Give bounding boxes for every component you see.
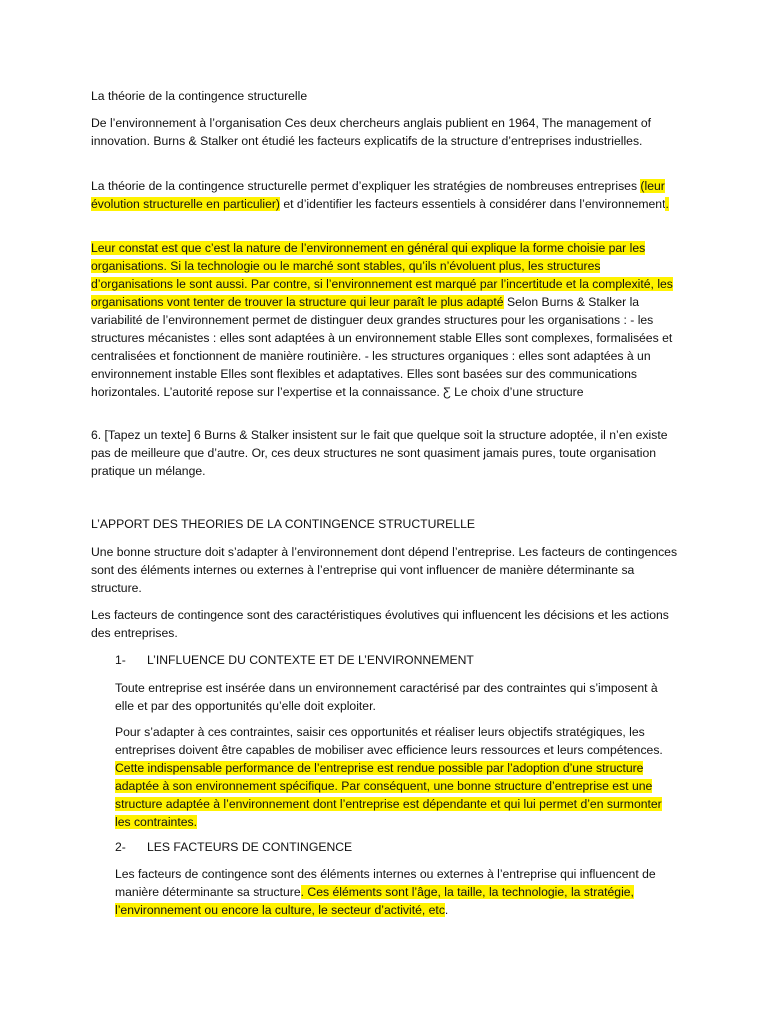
subsection-title-1: L’INFLUENCE DU CONTEXTE ET DE L’ENVIRONNEMENT [147,653,474,667]
paragraph-bonne-structure: Une bonne structure doit s’adapter à l’environnement dont dépend l’entreprise. Les facteurs de contingences sont des éléments internes ou externes à l’entreprise qui vont influencer de manière déterminante sa structure. [91,545,678,595]
paragraph-burns-stalker: Selon Burns & Stalker la variabilité de l’environnement permet de distinguer deux grandes structures pour les organisations : - les structures mécanistes : elles sont adaptées à un environnement stable Elles sont complexes, formalisées et centralisées et fonctionnent de manière routinière. - les structures organiques : elles sont adaptées à un environnement instable Elles sont flexibles et adaptatives. Elles sont basées sur des communications horizontales. L’autorité repose sur l’expertise et la connaissance. Ƹ Le choix d’une structure [91,295,673,399]
subsection-heading-1 [91,651,474,669]
highlight-period: . [665,197,669,211]
highlight-constat: Leur constat est que c’est la nature de l’environnement en général qui explique la forme choisie par les organisations. Si la technologie ou le marché sont stables, qu’ils n’évoluent plus, les structures d’organisations le sont aussi. Par contre, si l’environnement est marqué par l’incertitude et la complexité, les organisations vont tenter de trouver la structure qui leur paraît le plus adapté [91,241,673,309]
highlight-performance: Cette indispensable performance de l’entreprise est rendue possible par l’adoption d’une structure adaptée à son environnement spécifique. Par conséquent, une bonne structure d’entreprise est une structure adaptée à l’environnement dont l’entreprise est dépendante et qui lui permet d’en surmonter les contraintes. [115,761,662,829]
highlight-elements: Ces éléments sont l’âge, la taille, la technologie, la stratégie, l’environnement ou encore la culture, le secteur d’activité, etc [115,885,634,917]
document-title: La théorie de la contingence structurelle [91,89,308,103]
paragraph-contraintes: Toute entreprise est insérée dans un environnement caractérisé par des contraintes qui s’imposent à elle et par des opportunités qu’elle doit exploiter. [115,681,658,713]
subsection-title-2: LES FACTEURS DE CONTINGENCE [147,840,353,854]
section-heading: L’APPORT DES THEORIES DE LA CONTINGENCE STRUCTURELLE [91,517,475,531]
subsection-number-1: 1- [115,653,126,667]
paragraph-theory-text: La théorie de la contingence structurelle permet d’expliquer les stratégies de nombreuses entreprises [91,179,641,193]
subsection-heading-2 [91,838,352,856]
paragraph-tapez: 6. [Tapez un texte] 6 Burns & Stalker insistent sur le fait que quelque soit la structure adoptée, il n’en existe pas de meilleure que d’autre. Or, ces deux structures ne sont quasiment jamais pures, toute organisation pratique un mélange. [91,428,668,478]
subsection-number-2: 2- [115,840,126,854]
paragraph-adaptation [115,723,679,831]
highlight-dot: . [300,885,305,899]
paragraph-elements [115,865,679,919]
paragraph-facteurs: Les facteurs de contingence sont des caractéristiques évolutives qui influencent les décisions et les actions des entreprises. [91,608,669,640]
paragraph-adaptation-text: Pour s’adapter à ces contraintes, saisir ces opportunités et réaliser leurs objectifs stratégiques, les entreprises doivent être capables de mobiliser avec efficience leurs ressources et leurs compétences. [115,725,663,757]
paragraph-theory-text-2: et d’identifier les facteurs essentiels à considérer dans l’environnement [280,197,666,211]
paragraph-elements-end: . [444,903,449,917]
paragraph-constat [91,239,679,401]
highlight-evolution: (leur évolution structurelle en particulier) [91,179,665,211]
paragraph-intro: De l’environnement à l’organisation Ces deux chercheurs anglais publient en 1964, The management of innovation. Burns & Stalker ont étudié les facteurs explicatifs de la structure d’entreprises industrielles. [91,116,652,148]
paragraph-elements-text: Les facteurs de contingence sont des éléments internes ou externes à l’entreprise qui influencent de manière déterminante sa structure [115,867,656,899]
paragraph-theory [91,177,679,213]
